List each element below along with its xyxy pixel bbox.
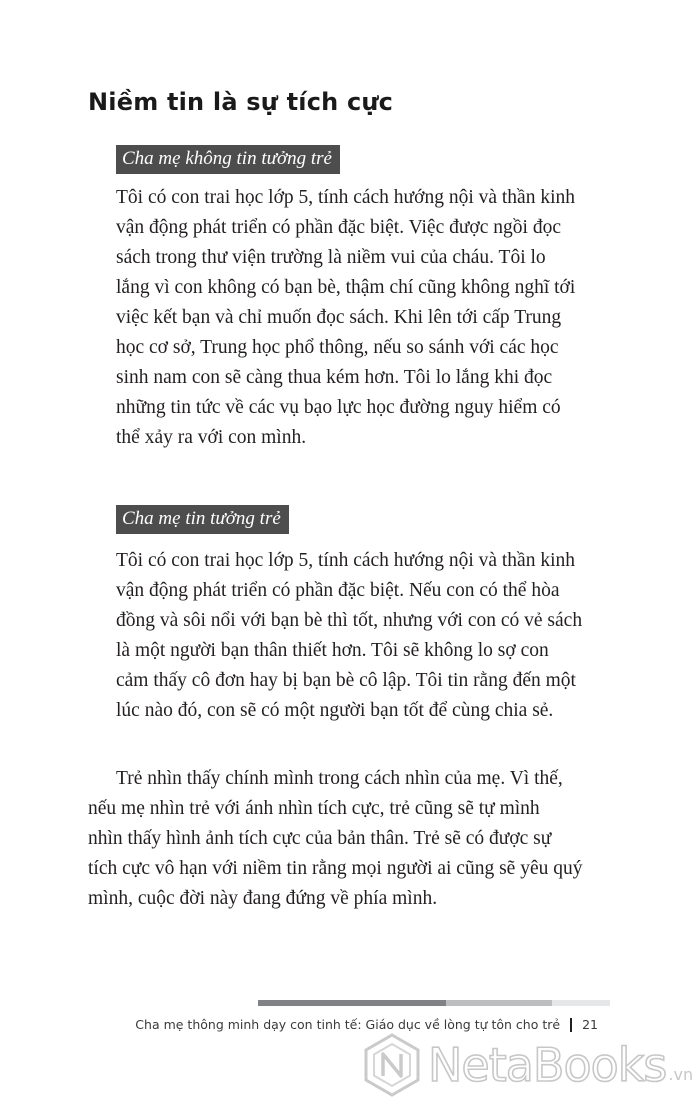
watermark bbox=[362, 1030, 700, 1100]
text-line: đồng và sôi nổi với bạn bè thì tốt, nhưng với con có vẻ sách bbox=[116, 610, 583, 631]
text-line: vận động phát triển có phần đặc biệt. Việc được ngồi đọc bbox=[116, 217, 561, 238]
text-line: sinh nam con sẽ càng thua kém hơn. Tôi lo lắng khi đọc bbox=[116, 367, 553, 388]
paragraph-trust bbox=[116, 546, 636, 726]
page-number: 21 bbox=[582, 1017, 598, 1032]
text-line: sách trong thư viện trường là niềm vui của cháu. Tôi lo bbox=[116, 247, 546, 268]
label-trust: Cha mẹ tin tưởng trẻ bbox=[116, 505, 289, 534]
watermark-suffix: .vn bbox=[668, 1064, 694, 1084]
text-line: Tôi có con trai học lớp 5, tính cách hướng nội và thần kinh bbox=[116, 187, 576, 208]
text-line: thể xảy ra với con mình. bbox=[116, 427, 307, 448]
text-line: Tôi có con trai học lớp 5, tính cách hướng nội và thần kinh bbox=[116, 550, 576, 571]
text-line: học cơ sở, Trung học phổ thông, nếu so sánh với các học bbox=[116, 337, 559, 358]
footer-bar-mid bbox=[446, 1000, 552, 1006]
netabooks-logo-icon bbox=[362, 1032, 422, 1098]
text-line: lúc nào đó, con sẽ có một người bạn tốt để cùng chia sẻ. bbox=[116, 700, 554, 721]
text-line: nếu mẹ nhìn trẻ với ánh nhìn tích cực, trẻ cũng sẽ tự mình bbox=[88, 798, 540, 819]
footer-bar-light bbox=[552, 1000, 610, 1006]
footer-bar-dark bbox=[258, 1000, 446, 1006]
text-line: những tin tức về các vụ bạo lực học đường nguy hiểm có bbox=[116, 397, 561, 418]
label-distrust: Cha mẹ không tin tưởng trẻ bbox=[116, 145, 340, 174]
text-line: lắng vì con không có bạn bè, thậm chí cũng không nghĩ tới bbox=[116, 277, 576, 298]
book-title: Cha mẹ thông minh dạy con tinh tế: Giáo dục về lòng tự tôn cho trẻ bbox=[135, 1017, 561, 1032]
paragraph-distrust bbox=[116, 183, 636, 453]
section-heading: Niềm tin là sự tích cực bbox=[88, 88, 394, 116]
text-line: việc kết bạn và chỉ muốn đọc sách. Khi lên tới cấp Trung bbox=[116, 307, 562, 328]
watermark-text: NetaBooks bbox=[428, 1038, 667, 1092]
text-line: Trẻ nhìn thấy chính mình trong cách nhìn của mẹ. Vì thế, bbox=[116, 768, 563, 789]
text-line: vận động phát triển có phần đặc biệt. Nếu con có thể hòa bbox=[116, 580, 560, 601]
paragraph-conclusion bbox=[88, 764, 648, 914]
text-line: là một người bạn thân thiết hơn. Tôi sẽ không lo sợ con bbox=[116, 640, 549, 661]
text-line: mình, cuộc đời này đang đứng về phía mình. bbox=[88, 888, 438, 909]
text-line: tích cực vô hạn với niềm tin rằng mọi người ai cũng sẽ yêu quý bbox=[88, 858, 583, 879]
text-line: nhìn thấy hình ảnh tích cực của bản thân. Trẻ sẽ có được sự bbox=[88, 828, 552, 849]
text-line: cảm thấy cô đơn hay bị bạn bè cô lập. Tôi tin rằng đến một bbox=[116, 670, 576, 691]
